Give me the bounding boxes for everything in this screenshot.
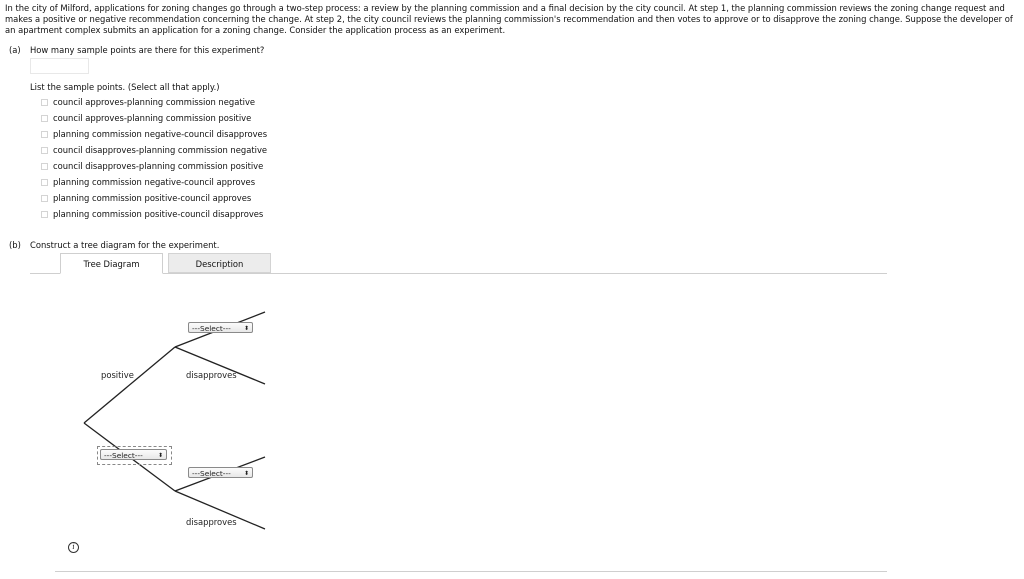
lower-disapproves-label: disapproves [186, 517, 237, 527]
option-label: planning commission negative-council disapproves [53, 129, 268, 139]
tab-tree-diagram[interactable]: Tree Diagram [60, 253, 163, 274]
part-b-question: Construct a tree diagram for the experiment. [30, 240, 220, 250]
part-a-question: How many sample points are there for this experiment? [30, 45, 265, 55]
option-label: council approves-planning commission positive [53, 113, 252, 123]
updown-arrow-icon: ⬍ [157, 452, 163, 459]
option-label: council disapproves-planning commission positive [53, 161, 264, 171]
updown-arrow-icon: ⬍ [243, 325, 249, 332]
select-value: ---Select--- [192, 469, 231, 478]
branch-root-upper [84, 347, 175, 423]
option-label: council disapproves-planning commission negative [53, 145, 268, 155]
top-branch-select[interactable] [188, 322, 253, 333]
select-value: ---Select--- [104, 451, 143, 460]
problem-intro: In the city of Milford, applications for zoning changes go through a two-step process: a review by the planning commission and a final decision by the city council. At step 1, the planning commission reviews the zoning change request and makes a positive or negative recommendation concerning the change. At step 2, the city council reviews the planning commission's recommendation and then votes to approve or to disapprove the zoning change. Suppose the developer of an apartment complex submits an application for a zoning change. Consider the application process as an experiment. [5, 3, 1013, 35]
positive-label: positive [101, 370, 134, 380]
upper-disapproves-label: disapproves [186, 370, 237, 380]
option-label: council approves-planning commission negative [53, 97, 256, 107]
updown-arrow-icon: ⬍ [243, 470, 249, 477]
option-label: planning commission positive-council approves [53, 193, 252, 203]
tab-description[interactable]: Description [168, 253, 271, 273]
info-icon[interactable]: i [68, 542, 79, 553]
first-step-negative-select[interactable] [100, 449, 167, 460]
list-title: List the sample points. (Select all that apply.) [30, 82, 220, 92]
option-label: planning commission negative-council approves [53, 177, 256, 187]
bottom-divider [55, 571, 887, 572]
option-label: planning commission positive-council disapproves [53, 209, 264, 219]
lower-branch-select[interactable] [188, 467, 253, 478]
part-a-label: (a) [9, 45, 21, 55]
select-value: ---Select--- [192, 324, 231, 333]
part-b-label: (b) [9, 240, 21, 250]
